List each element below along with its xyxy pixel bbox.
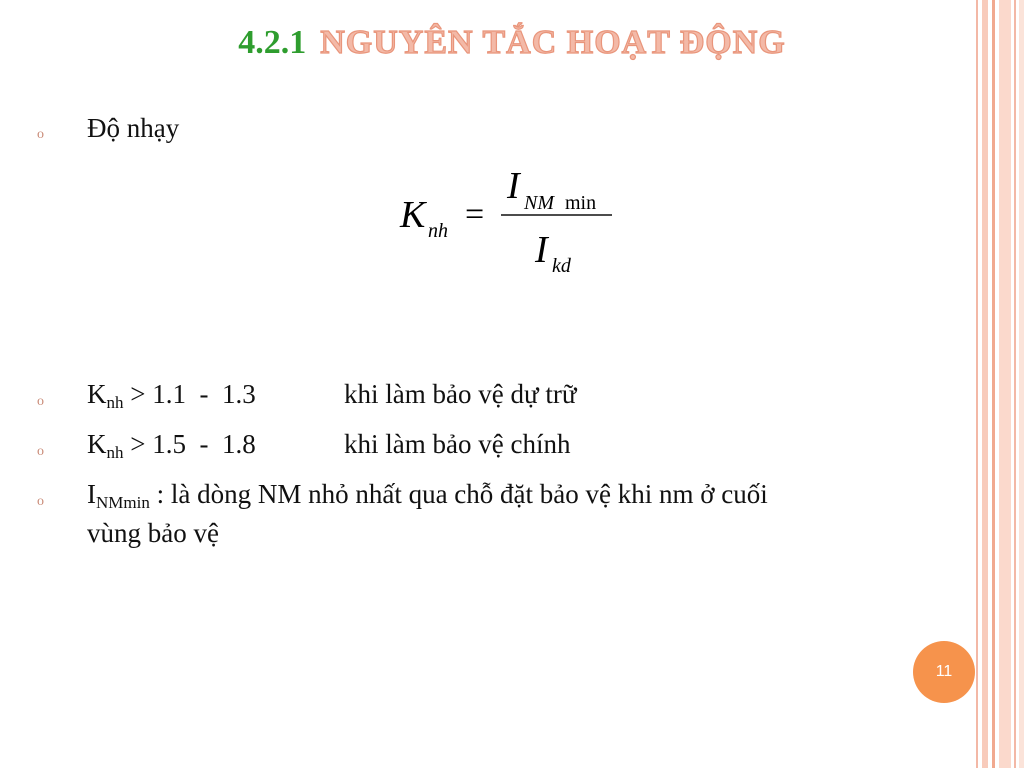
list-item [87,429,256,463]
formula-numerator-symbol: I [507,165,520,207]
list-item [87,479,768,513]
item-operator: > [130,429,146,459]
formula-denominator-sub: kd [552,255,571,277]
sensitivity-formula [395,160,625,280]
item-description: khi làm bảo vệ dự trữ [344,379,577,409]
list-item [87,379,256,413]
item-description: khi làm bảo vệ chính [344,429,571,459]
item-range: 1.1 - 1.3 [152,379,256,409]
decorative-stripe [1019,0,1024,768]
decorative-stripe [982,0,988,768]
item-subscript: NMmin [96,493,150,512]
formula-numerator-sub-italic: NM [524,192,554,214]
title-number: 4.2.1 [238,24,307,61]
formula-denominator-symbol: I [535,229,548,271]
formula-lhs-symbol: K [400,194,426,236]
decorative-stripe [992,0,995,768]
decorative-stripe [976,0,978,768]
item-operator: > [130,379,146,409]
title-text: NGUYÊN TẮC HOẠT ĐỘNG [320,24,786,61]
bullet-icon: o [37,444,44,459]
slide-title [0,24,1024,62]
item-subscript: nh [106,443,124,462]
heading-item: Độ nhạy [87,113,180,143]
formula-numerator-sub-roman: min [565,192,597,214]
decorative-stripe [999,0,1011,768]
bullet-icon: o [37,394,44,409]
item-subscript: nh [106,393,124,412]
bullet-icon: o [37,127,44,142]
item-variable: K [87,379,107,409]
item-variable: K [87,429,107,459]
item-variable: I [87,479,96,509]
item-description-continued: vùng bảo vệ [87,518,219,548]
formula-equals: = [465,196,485,233]
formula-lhs-sub: nh [428,220,448,242]
item-range: 1.5 - 1.8 [152,429,256,459]
bullet-icon: o [37,494,44,509]
decorative-stripe [1014,0,1016,768]
item-description: : là dòng NM nhỏ nhất qua chỗ đặt bảo vệ khi nm ở cuối [156,479,768,509]
page-number-badge: 11 [913,641,975,703]
